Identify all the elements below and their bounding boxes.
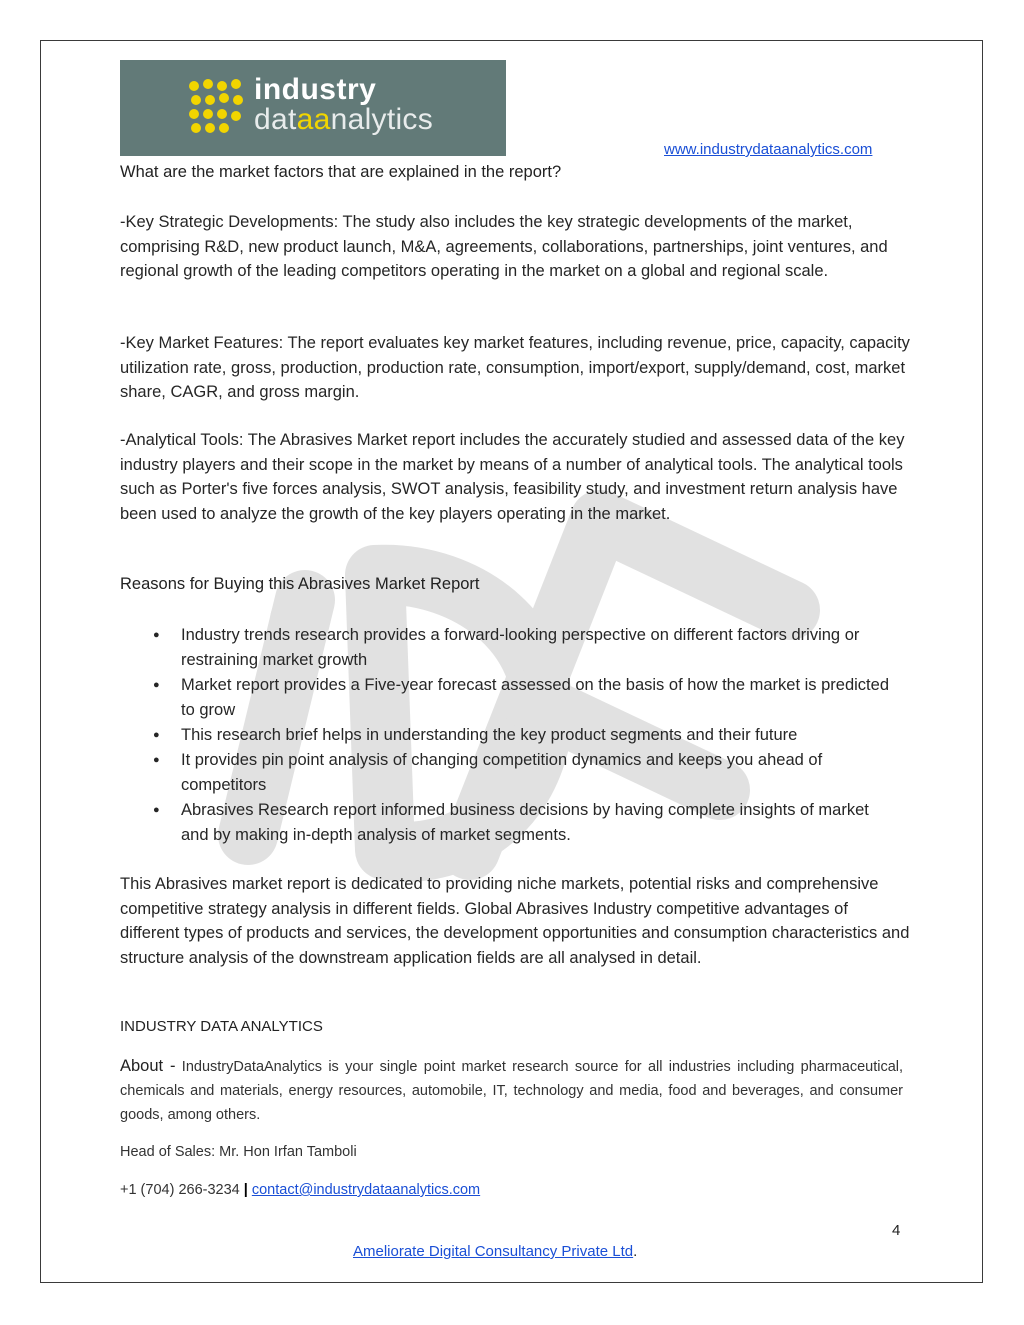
list-item: ● Abrasives Research report informed business decisions by having complete insights of market and by making in-depth analysis of market segments.	[120, 798, 900, 848]
phone-number: +1 (704) 266-3234	[120, 1182, 240, 1198]
reasons-list	[120, 623, 900, 848]
head-of-sales: Head of Sales: Mr. Hon Irfan Tamboli	[120, 1144, 357, 1160]
list-item: ● This research brief helps in understanding the key product segments and their future	[120, 723, 900, 748]
about-paragraph	[120, 1054, 903, 1127]
section-heading-market-factors: What are the market factors that are explained in the report?	[120, 163, 562, 181]
paragraph-strategic-developments: -Key Strategic Developments: The study also includes the key strategic developments of the market, comprising R&D, new product launch, M&A, agreements, collaborations, partnerships, joint ventures, and regional growth of the leading competitors operating in the market on a global and regional scale.	[120, 213, 888, 280]
contact-line	[120, 1178, 903, 1202]
company-logo	[120, 60, 506, 156]
paragraph-analytical-tools: -Analytical Tools: The Abrasives Market report includes the accurately studied and assessed data of the key industry players and their scope in the market by means of a number of analytical tools. The analytical tools such as Porter's five forces analysis, SWOT analysis, feasibility study, and investment return analysis have been used to analyze the growth of the key players operating in the market.	[120, 431, 905, 523]
logo-word-industry: industry	[254, 73, 377, 106]
list-item: ● Market report provides a Five-year forecast assessed on the basis of how the market is predicted to grow	[120, 673, 900, 723]
company-title: INDUSTRY DATA ANALYTICS	[120, 1018, 323, 1035]
website-link[interactable]: www.industrydataanalytics.com	[664, 141, 873, 158]
page-number: 4	[892, 1222, 901, 1239]
footer-company: Ameliorate Digital Consultancy Private Ltd.	[353, 1243, 638, 1260]
about-text: IndustryDataAnalytics is your single point market research source for all industries including pharmaceutical, chemicals and materials, energy resources, automobile, IT, technology and media, food and beverages, and consumer goods, among others.	[120, 1059, 904, 1123]
contact-separator: |	[243, 1182, 248, 1198]
email-link[interactable]: contact@industrydataanalytics.com	[251, 1182, 481, 1198]
list-item: ● Industry trends research provides a forward-looking perspective on different factors driving or restraining market growth	[120, 623, 900, 673]
logo-word-dataanalytics: dataanalytics	[254, 103, 434, 136]
about-label: About -	[120, 1057, 176, 1075]
logo-dots-icon	[188, 78, 244, 134]
list-item: ● It provides pin point analysis of changing competition dynamics and keeps you ahead of competitors	[120, 748, 900, 798]
footer-company-link[interactable]: Ameliorate Digital Consultancy Private Ltd	[353, 1243, 634, 1260]
paragraph-market-features: -Key Market Features: The report evaluates key market features, including revenue, price, capacity, capacity utilization rate, gross, production, production rate, consumption, import/export, supply/demand, cost, market share, CAGR, and gross margin.	[120, 334, 910, 401]
paragraph-closing: This Abrasives market report is dedicated to providing niche markets, potential risks and comprehensive competitive strategy analysis in different fields. Global Abrasives Industry competitive advantages of different types of products and services, the development opportunities and consumption characteristics and structure analysis of the downstream application fields are all analysed in detail.	[120, 875, 910, 967]
section-heading-reasons: Reasons for Buying this Abrasives Market Report	[120, 575, 480, 593]
